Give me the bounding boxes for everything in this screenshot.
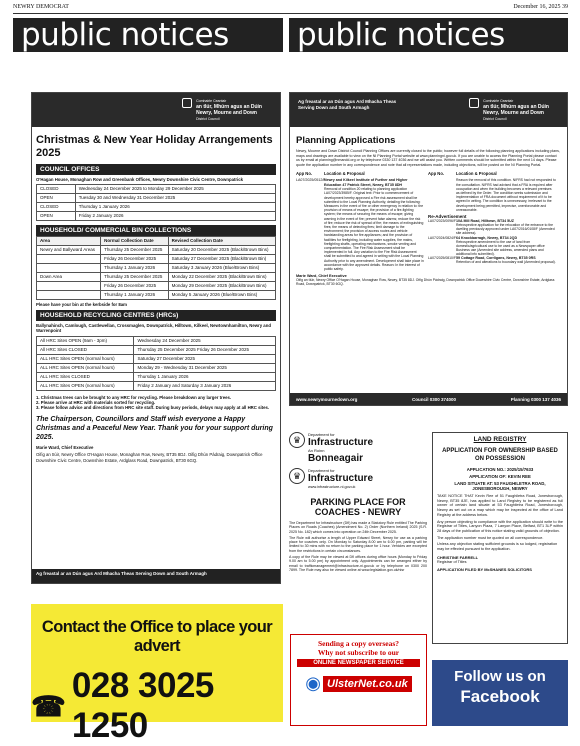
table-cell: Thursday 1 January 2026 xyxy=(101,264,169,273)
phone-icon: ☎ xyxy=(31,690,66,722)
banner-right: public notices xyxy=(289,18,568,52)
table-cell: Newry and Ballyward Areas xyxy=(37,246,101,255)
ulster-brand[interactable]: UlsterNet.co.uk xyxy=(323,676,412,692)
dept-name: Infrastructure xyxy=(308,437,374,448)
office-address: Oifig an tIúir, Newry Office O'Hagan House, Monaghan Row, Newry, BT35 8DJ. Oifig Dhún Pádraig, Downpatrick Office Downshire Civic Centre, Downshire Estate, Ardglass Road, Downpatrick, BT30 6GQ. xyxy=(36,452,263,463)
table-cell: Saturday 27 December 2025 xyxy=(134,354,276,363)
app1-location: Newry and Kilkeel Institute of Further and Higher Education 47 Patrick Street, Newry, BT35 8DH xyxy=(324,178,408,187)
knot-icon xyxy=(469,98,479,108)
readv1-location: 10A Mill Road, Hilltown, BT34 5UZ xyxy=(456,219,514,223)
land-p1: TAKE NOTICE THAT Kevin Ree of 51 Faughiletra Road, Jonesborough, Newry, BT35 8JE, has applied to Land Registry to be registered as full owner of certain land situate at 53 Faughiletra Road, Jonesborough, Newry as set out on a map which may be inspected at the office of Land Registry at the address below. xyxy=(437,494,563,517)
table-cell: Monday 29 - Wednesday 31 December 2025 xyxy=(134,363,276,372)
readv2-proposal: Retrospective amendment to the use of land from domestic/agricultural use to be used as a Newspaper office Business use (Amended site address, amended plans and additional info submitted). xyxy=(456,239,545,257)
land-app-of: APPLICATION OF: KEVIN REE xyxy=(469,474,531,479)
table-cell: Tuesday 30 and Wednesday 31 December 2025 xyxy=(75,194,275,203)
signoff: Marie Ward, Chief Executive xyxy=(36,444,94,450)
globe-icon: ◉ xyxy=(305,673,321,693)
table-cell: Saturday 3 January 2026 (Blue/Brown Bins) xyxy=(168,264,275,273)
hrc-heading: HOUSEHOLD RECYCLING CENTRES (HRCs) xyxy=(36,310,276,321)
table-cell: All HRC Sites CLOSED xyxy=(37,345,134,354)
col-head-appno-2: App No. xyxy=(428,171,445,177)
table-cell: Thursday 1 January 2026 xyxy=(75,203,275,212)
table-cell: Wednesday 24 December 2025 to Monday 29 December 2025 xyxy=(75,185,275,194)
table-cell: Saturday 20 December 2025 (Black/Brown Bins) xyxy=(168,246,275,255)
readv3-location: 59 Cottage Road, Corrligans, Newry, BT35 0RS xyxy=(456,256,536,261)
readv1-number: LA07/2023/0096/F xyxy=(428,219,456,223)
dept-web: www.infrastructure-ni.gov.uk xyxy=(308,485,356,489)
knot-icon xyxy=(182,98,192,108)
council-logo: Comhairle Ceantair an tIúr, Mhúrn agus an Dúin Newry, Mourne and Down District Council xyxy=(196,98,262,122)
table-row xyxy=(37,363,276,372)
council-header xyxy=(32,93,280,127)
notice-title: Christmas & New Year Holiday Arrangements 2025 xyxy=(36,134,273,159)
contact-line: Contact the Office to place your advert xyxy=(41,618,273,655)
land-p3: The application number must be quoted on all correspondence. xyxy=(437,535,544,540)
table-cell xyxy=(37,282,101,291)
table-row xyxy=(37,203,276,212)
table-row xyxy=(37,345,276,354)
table-row xyxy=(37,194,276,203)
table-cell: All HRC Sites OPEN (9am - 3pm) xyxy=(37,336,134,345)
greeting: The Chairperson, Councillors and Staff wish everyone a Happy Christmas and a Peaceful New Year. Thank you for your support during 2025. xyxy=(36,415,273,441)
table-cell: OPEN xyxy=(37,194,76,203)
table-cell: Monday 5 January 2026 (Blue/Brown Bins) xyxy=(168,291,275,300)
planning-address: Oifig an tIúir, Newry Office O'Hagan House, Monaghan Row, Newry, BT35 8DJ. Oifig Dhún Pádraig, Downpatrick Office Downshire Civic Centre, Downshire Estate, Ardglass Road, Downpatrick, BT30 6GQ. xyxy=(296,278,555,287)
table-cell xyxy=(37,264,101,273)
column-header: Revised Collection Date xyxy=(168,237,275,246)
table-cell: Thursday 25 December 2025 xyxy=(101,246,169,255)
holiday-notice xyxy=(31,92,281,584)
table-row xyxy=(37,212,276,221)
bins-heading: HOUSEHOLD/ COMMERCIAL BIN COLLECTIONS xyxy=(36,225,276,236)
dept-label-2: Department for xyxy=(308,468,335,473)
readv3-number: LA07/2025/0810/F xyxy=(428,256,456,261)
ulster-line-3: ONLINE NEWSPAPER SERVICE xyxy=(297,659,420,667)
table-cell: CLOSED xyxy=(37,203,76,212)
land-situate: LAND SITUATE AT: 53 FAUGHILETRA ROAD, JONESBOROUGH, NEWRY xyxy=(454,481,546,491)
table-cell: Monday 22 December 2025 (Black/Brown Bins) xyxy=(168,273,275,282)
col-head-location-2: Location & Proposal xyxy=(456,171,497,177)
hrc-table xyxy=(36,336,276,391)
table-cell: Friday 26 December 2025 xyxy=(101,282,169,291)
land-p2: Any person objecting to compliance with the application should write to the Registrar of Titles, Lanyon Plaza, 7 Lanyon Place, Belfast, BT1 3LP within 28 days of the publication of this notice stating valid grounds of objection. xyxy=(437,519,563,533)
table-row xyxy=(37,354,276,363)
table-cell: Thursday 1 January 2026 xyxy=(134,372,276,381)
dept-label: Department for xyxy=(308,432,335,437)
table-cell: ALL HRC Sites CLOSED xyxy=(37,372,134,381)
roinn-label: An Roinn xyxy=(308,448,325,453)
planning-notice xyxy=(289,92,568,406)
land-sig-name: CHRISTINE FARRELL xyxy=(437,554,479,560)
bins-table xyxy=(36,236,276,300)
table-row xyxy=(37,264,276,273)
infra-title: PARKING PLACE FOR COACHES - NEWRY xyxy=(310,497,406,517)
table-cell xyxy=(37,291,101,300)
table-row xyxy=(37,372,276,381)
follow-line-2: Facebook xyxy=(460,687,540,706)
follow-line-1: Follow us on xyxy=(454,668,546,685)
crest-icon-2: ♛ xyxy=(289,468,305,484)
column-header: Area xyxy=(37,237,101,246)
ulster-line-1: Sending a copy overseas? xyxy=(317,639,400,648)
masthead xyxy=(13,4,568,14)
readv1-proposal: Retrospective application for the relocation of the entrance to the dwelling previously approved under LA07/2016/0108/F (Amended site address). xyxy=(456,223,555,236)
table-cell: Monday 29 December 2025 (Black/Brown Bins) xyxy=(168,282,275,291)
column-header: Normal Collection Date xyxy=(101,237,169,246)
offices-table xyxy=(36,184,276,221)
offices-subheading: O'Hagan House, Monaghan Row and Greenbank Offices, Newry Downshire Civic Centre, Downpatrick xyxy=(36,177,244,182)
bins-note: Please have your bin at the kerbside for 8am xyxy=(36,302,127,308)
offices-heading: COUNCIL OFFICES xyxy=(36,164,276,175)
table-cell: Down Area xyxy=(37,273,101,282)
page-date: December 16, 2025 39 xyxy=(513,4,568,10)
contact-advert xyxy=(31,604,283,745)
table-cell: Thursday 25 December 2025 Friday 26 December 2025 xyxy=(134,345,276,354)
contact-phone: 028 3025 1250 xyxy=(71,666,214,745)
planning-header: Ag freastal ar an Dún agus Ard Mhacha Theas Serving Down and South Armagh Comhairle Ceantair an tIúr, Mhúrn agus an Dúin Newry, Mourne and Down District Council xyxy=(290,93,567,127)
table-cell: Saturday 27 December 2025 (Black/Brown Bin) xyxy=(168,255,275,264)
land-sig-title: Registrar of Titles xyxy=(437,559,467,564)
land-head: LAND REGISTRY xyxy=(473,436,527,443)
table-row xyxy=(37,246,276,255)
footer-council: Council 0300 374000 xyxy=(412,396,457,402)
table-cell: Wednesday 24 December 2025 xyxy=(134,336,276,345)
table-row xyxy=(37,381,276,390)
hrc-subheading: Ballynahinch, Camlough, Castlewellan, Crossmaglen, Downpatrick, Hilltown, Kilkeel, Newtownhamilton, Newry and Warrenpoint xyxy=(36,322,271,334)
infra-body-1: The Department for Infrastructure (DfI) has made a Statutory Rule entitled The Parking Places on Roads (Coaches) (Amendment No. 2) Order (Northern Ireland) 2025 (S.R. 2025 No. 182) which comes into operation on 24th December 2025. xyxy=(289,521,427,534)
table-cell: Thursday 1 January 2026 xyxy=(101,291,169,300)
table-cell xyxy=(37,255,101,264)
footer-bar: Ag freastal ar an Dún agus Ard Mhacha Theas Serving Down and South Armagh xyxy=(32,569,280,583)
app1-reason: Reason the removal of this condition. NIFRS had not responded to the consultation. NIFRS had advised that a FRA is required after occupation and when the building becomes a relevant premises as defined by the Order. The condition seeks submission and implementation of FRA document without requirement of it to be agreed in writing. The condition is unnecessary, irrelevant to the development being permitted, imprecise, unenforceable and unreasonable. xyxy=(456,178,556,212)
land-p4: Unless any objection stating sufficient grounds is so lodged, registration may be effected pursuant to the application. xyxy=(437,542,558,552)
table-cell: Thursday 25 December 2025 xyxy=(101,273,169,282)
table-row xyxy=(37,336,276,345)
table-cell: Friday 2 January and Saturday 3 January 2026 xyxy=(134,381,276,390)
bonneagair-name: Bonneagair xyxy=(308,453,364,464)
table-cell: Friday 2 January 2026 xyxy=(75,212,275,221)
point-3: 3. Please follow advice and directions from HRC site staff. During busy periods, delays may apply at all HRC sites. xyxy=(36,405,270,411)
infra-body-3: A copy of the Rule may be viewed at DfI offices during office hours (Monday to Friday 9.00 am to 5.00 pm) by appointment only. Appointments can be arranged either by email to trafficmanagement@infrastructure-ni.gov.uk or by telephone on 0300 200 7899. The Rule may also be viewed online at www.legislation.gov.uk/nisr xyxy=(289,555,427,572)
table-row xyxy=(37,255,276,264)
footer-planning: Planning 0300 137 4036 xyxy=(510,396,561,402)
planning-intro: Newry, Mourne and Down District Council Planning Offices are currently closed to the public; however full details of the following planning applications including plans, maps and drawings are available to view on the NI Planning Portal website at www.planningni.gov.uk. If you are unable to access the Planning Portal please contact us by email at planning@nmandd.org or by telephone 0330 137 4036 and we will assist you. Written comments should be submitted within the next 14 days. Please quote the application number in any correspondence and note that all representations made, including objections, will be posted on the NI Planning Portal. xyxy=(296,149,560,167)
infra-body-2: The Rule will authorise a length of Upper Edward Street, Newry for use as a parking place for coaches only. On Monday to Saturday 8.00 am to 6.00 pm, parking will be limited to 30 mins with no return to the parking place for 1 hour. Vehicles are excepted from the restrictions in certain circumstances. xyxy=(289,535,427,553)
table-cell: CLOSED xyxy=(37,185,76,194)
crest-icon: ♛ xyxy=(289,432,305,448)
ulster-line-2: Why not subscribe to our xyxy=(317,648,400,657)
col-head-location: Location & Proposal xyxy=(324,171,365,177)
app1-number: LA07/2025/0512/F xyxy=(296,178,326,183)
readv3-proposal: Retention of and alterations to boundary wall (Amended proposal). xyxy=(456,260,556,265)
app1-proposal: Removal of condition 20 relating to planning application LA07/2023/3985/F. Original text: Prior to commencement of development hereby approved a Fire risk assessment shall be submitted to the Local Planning Authority, detailing the following: Measures in the event of fire or other emergency in relation to: the provision of means of escape; the provision of a fire-fighting system; the means of securing the means of escape; giving warning in the event of fire; prevent false alarms; reduce the risk of fire; reduce the risk of spread of fire; the means of extinguishing fires; the means of detecting fires; limit damage to the environment; the provision of access routes and vehicle hardstanding areas for fire appliances; and the provision of facilities for firefighting, including water supplies, fire mains, firefighting shafts, operating mechanisms, smoke venting and compartmentation. The Fire Risk Assessment shall be implemented in full. Any variation to the Fire Risk Assessment shall be submitted to and agreed in writing with the Local Planning Authority prior to any amendment. Development shall take place in accordance with the approved details. Reason: In the interest of public safety. xyxy=(324,187,424,272)
col-head-appno: App No. xyxy=(296,171,313,177)
planning-signoff: Marie Ward, Chief Executive xyxy=(296,274,347,279)
facebook-advert[interactable] xyxy=(432,660,568,726)
table-row xyxy=(37,273,276,282)
banner-left: public notices xyxy=(13,18,283,52)
land-registry-notice xyxy=(432,432,568,644)
infrastructure-notice xyxy=(289,432,427,616)
readv2-location: 64 Knockbarragh, Newry, BT34 2QD xyxy=(456,235,518,240)
table-cell: ALL HRC Sites OPEN (normal hours) xyxy=(37,354,134,363)
planning-title: Planning Applications xyxy=(296,135,396,146)
point-1: 1. Christmas trees can be brought to any HRC for recycling. Please breakdown any larger trees. xyxy=(36,394,232,400)
readvert-heading: Re-Advertisement xyxy=(428,214,467,219)
readv2-number: LA07/2024/0824/F xyxy=(428,235,456,240)
ulsternet-advert xyxy=(290,634,427,726)
point-2: 2. Please arrive at HRC with materials sorted for recycling. xyxy=(36,400,156,406)
table-cell: OPEN xyxy=(37,212,76,221)
paper-name: NEWRY DEMOCRAT xyxy=(13,4,69,10)
council-logo: Comhairle Ceantair an tIúr, Mhúrn agus an Dúin Newry, Mourne and Down District Council xyxy=(483,98,549,122)
table-cell: ALL HRC Sites OPEN (normal hours) xyxy=(37,381,134,390)
dept-name-2: Infrastructure xyxy=(308,473,374,484)
footer-web: www.newrymournedown.org xyxy=(296,396,358,402)
table-row xyxy=(37,282,276,291)
land-title: APPLICATION FOR OWNERSHIP BASED ON POSSESSION xyxy=(442,448,558,462)
land-app-no: APPLICATION NO.: 2025/15/7633 xyxy=(466,467,534,472)
table-row xyxy=(37,291,276,300)
table-row xyxy=(37,185,276,194)
planning-footer xyxy=(290,393,567,405)
table-cell: Friday 26 December 2025 xyxy=(101,255,169,264)
points-list xyxy=(36,395,276,411)
land-filed: APPLICATION FILED BY McSHANES SOLICITORS xyxy=(437,566,532,572)
table-cell: ALL HRC Sites OPEN (normal hours) xyxy=(37,363,134,372)
